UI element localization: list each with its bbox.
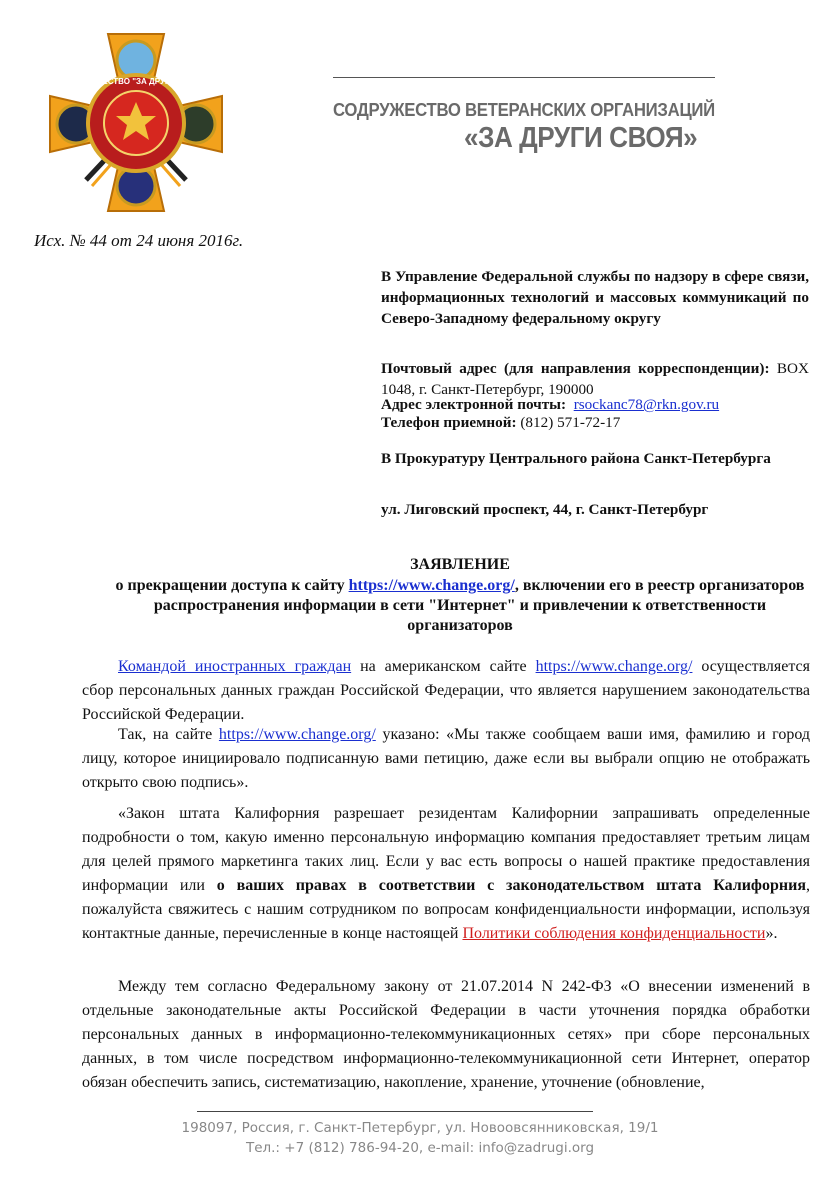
addressee-prosecutor-name: В Прокуратуру Центрального района Санкт-Петербурга [381,450,771,467]
p1-after: осуществляется сбор персональных данных граждан Российской Федерации, что является нарушением законодательства Российской Федерации. [82,658,811,723]
footer-address: 198097, Россия, г. Санкт-Петербург, ул. Новоовсянниковская, 19/1 [181,1120,659,1136]
email-link[interactable]: rsockanc78@rkn.gov.ru [573,396,720,413]
subtitle-text-after: , включении его в реестр организаторов распространения информации в сети "Интернет" и привлечении к ответственности организаторов [153,577,805,634]
paragraph-1 [82,655,810,727]
p1-mid: на американском сайте [351,658,536,675]
phone-value: (812) 571-72-17 [516,414,621,431]
organization-emblem [46,30,226,215]
p3-bold: о ваших правах в соответствии с законодательством штата Калифорния [216,877,806,894]
phone-label: Телефон приемной: [381,414,517,431]
p2-before: Так, на сайте [118,726,219,743]
org-name-line2: «ЗА ДРУГИ СВОЯ» [464,122,698,154]
header-rule [333,77,715,78]
change-org-link-1[interactable]: https://www.change.org/ [535,658,693,675]
emblem-cross-icon [46,30,226,215]
paragraph-4: Между тем согласно Федеральному закону от 21.07.2014 N 242-ФЗ «О внесении изменений в отдельные законодательные акты Российской Федерации в части уточнения порядка обработки персональных данных в информационно-телекоммуникационных сетях» при сборе персональных данных, в том числе посредством информационно-телекоммуникационной сети Интернет, оператор обязан обеспечить запись, систематизацию, накопление, хранение, уточнение (обновление, [82,978,810,1091]
addressee-rkn-phone [381,412,809,433]
email-label: Адрес электронной почты: [381,396,567,413]
postal-label: Почтовый адрес (для направления корреспонденции): [381,360,770,377]
privacy-policy-link[interactable]: Политики соблюдения конфиденциальности [462,925,766,942]
statement-title: ЗАЯВЛЕНИЕ [410,556,510,573]
postal-value: BOX 1048, г. Санкт-Петербург, 190000 [381,360,809,398]
paragraph-2 [82,723,810,795]
addressee-rkn-name: В Управление Федеральной службы по надзору в сфере связи, информационных технологий и массовых коммуникаций по Северо-Западному федеральному округу [381,268,809,327]
p3-end: ». [765,925,778,942]
statement-subtitle [110,576,810,636]
addressee-rkn [381,266,809,329]
addressee-prosecutor-address: ул. Лиговский проспект, 44, г. Санкт-Петербург [381,501,709,518]
subtitle-text-before: о прекращении доступа к сайту [115,577,349,594]
footer-contacts: Тел.: +7 (812) 786-94-20, e-mail: info@zadrugi.org [245,1140,595,1156]
paragraph-3 [82,802,810,946]
org-name-line1: СОДРУЖЕСТВО ВЕТЕРАНСКИХ ОРГАНИЗАЦИЙ [333,100,715,120]
p2-after: указано: «Мы также сообщаем ваши имя, фамилию и город лицу, которое инициировало подписанную вами петицию, даже если вы выбрали опцию не отображать открыто свою подпись». [82,726,811,791]
footer-rule [197,1111,593,1112]
emblem-ring-text: СОДРУЖЕСТВО "ЗА ДРУГИ СВОЯ" [67,77,205,86]
p3-part2: , пожалуйста свяжитесь с нашим сотрудником по вопросам конфиденциальности информации, используя контактные данные, перечисленные в конце настоящей [82,877,810,942]
foreign-citizens-link[interactable]: Командой иностранных граждан [118,658,352,675]
p3-part1: «Закон штата Калифорния разрешает резидентам Калифорнии запрашивать определенные подробности о том, какую именно персональную информацию компания предоставляет третьим лицам для целей прямого маркетинга таких лиц. Если у вас есть вопросы о нашей практике предоставления информации или [82,805,810,894]
outgoing-reference: Исх. № 44 от 24 июня 2016г. [34,231,244,250]
change-org-link-2[interactable]: https://www.change.org/ [218,726,376,743]
subtitle-link[interactable]: https://www.change.org/ [348,577,515,594]
